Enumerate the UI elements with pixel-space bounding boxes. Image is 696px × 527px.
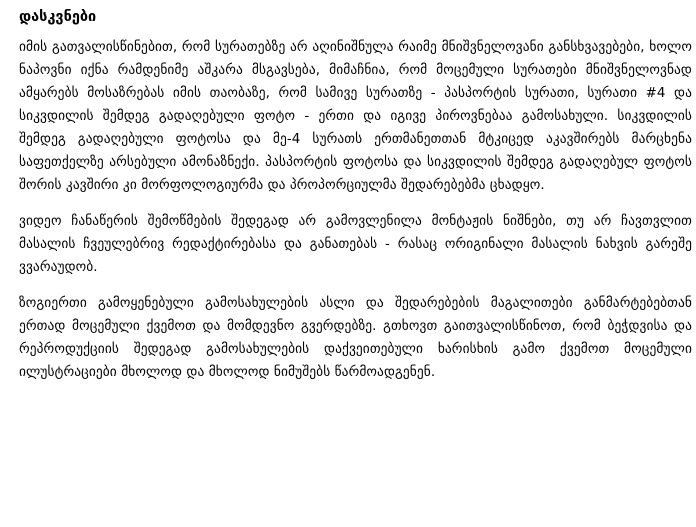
paragraph-conclusions-2: ვიდეო ჩანაწერის შემოწმების შედეგად არ გამოვლენილა მონტაჟის ნიშნები, თუ არ ჩავთვლით მასალის ჩვეულებრივ რედაქტირებასა და განათებას - რასაც ორიგინალი მასალის ნახვის გარეშე ვვარაუდობ. xyxy=(19,214,692,275)
paragraph-conclusions-3: ზოგიერთი გამოყენებული გამოსახულების ასლი და შედარებების მაგალითები განმარტებებთან ერთად მოცემული ქვემოთ და მომდევნო გვერდებზე. გთხოვთ გაითვალისწინოთ, რომ ბეჭდვისა და რეპროდუქციის შედეგად გამოსახულების დაქვეითებული ხარისხის გამო ქვემოთ მოცემული ილუსტრაციები მხოლოდ და მხოლოდ ნიმუშებს წარმოადგენენ. xyxy=(19,296,692,380)
section-heading: დასკვნები xyxy=(19,9,97,25)
paragraph-conclusions-1: იმის გათვალისწინებით, რომ სურათებზე არ აღინიშნულა რაიმე მნიშვნელოვანი განსხვავებები, ხოლო ნაპოვნი იქნა რამდენიმე აშკარა მსგავსება, მიმაჩნია, რომ მოცემული სურათები მნიშვნელოვნად ამყარებს მოსაზრებას იმის თაობაზე, რომ სამივე სურათზე - პასპორტის სურათი, სურათი #4 და სიკვდილის შემდეგ გადაღებული ფოტო - ერთი და იგივე პიროვნებაა გამოსახული. სიკვდილის შემდეგ გადაღებული ფოტოსა და მე-4 სურათს ერთმანეთთან მტკიცედ აკავშირებს მარცხენა საფეთქელზე არსებული ამონაზნექი. პასპორტის ფოტოსა და სიკვდილის შემდეგ გადაღებულ ფოტოს შორის კავშირი კი მორფოლოგიურმა და პროპორციულმა შედარებებმა ცხადყო. xyxy=(19,40,692,193)
document-page xyxy=(19,6,692,397)
